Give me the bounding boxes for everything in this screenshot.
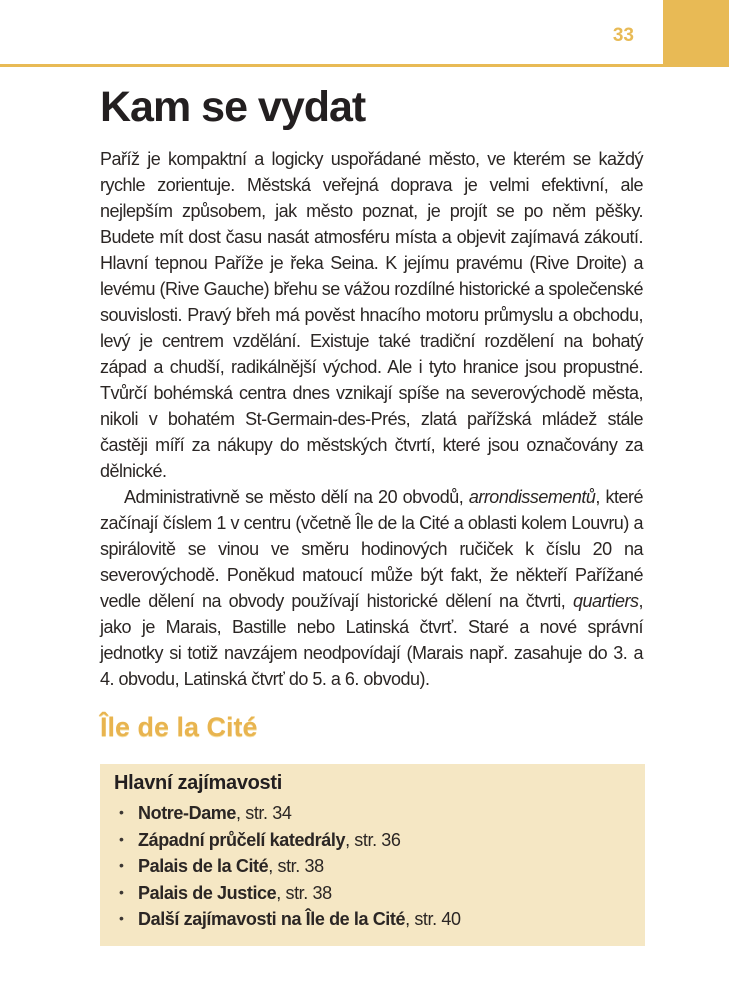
item-page-ref: , str. 36 [345,829,401,850]
bullet-icon: • [119,883,124,900]
page-number: 33 [612,25,634,46]
item-title: Západní průčelí katedrály [138,829,346,850]
highlights-box [100,764,645,946]
item-title: Palais de la Cité [138,856,269,876]
paragraph-2-segment-italic: quartiers [572,591,639,611]
bullet-icon: • [119,804,124,820]
item-page-ref: , str. 38 [268,856,324,876]
item-title: Notre-Dame [138,803,237,823]
item-title: Další zajímavosti na Île de la Cité [138,909,406,929]
paragraph-2 [100,484,643,692]
highlights-box-heading: Hlavní zajímavosti [114,772,282,794]
bullet-icon: • [119,830,124,847]
list-item [114,800,629,827]
list-item [114,827,629,854]
item-page-ref: , str. 34 [236,803,292,823]
paragraph-2-segment: , které začínají číslem 1 v centru (včetně Île de la Cité a oblasti kolem Louvru) a spirálovitě se vinou ve směru hodinových ručiček k číslu 20 na severovýchodě. Poněkud matoucí může být fakt, že někteří Pařížané vedle dělení na obvody používají historické dělení na čtvrti, [100,487,643,611]
paragraph-2-segment-italic: arrondissementů [468,487,596,507]
section-heading: Île de la Cité [100,712,258,742]
highlights-list [114,800,629,933]
paragraph-1: Paříž je kompaktní a logicky uspořádané město, ve kterém se každý rychle zorientuje. Městská veřejná doprava je velmi efektivní, ale nejlepším způsobem, jak město poznat, je projít se po něm pěšky. Budete mít dost času nasát atmosféru místa a objevit zajímavá zákoutí. Hlavní tepnou Paříže je řeka Seina. K jejímu pravému (Rive Droite) a levému (Rive Gauche) břehu se vážou rozdílné historické a společenské souvislosti. Pravý břeh má pověst hnacího motoru průmyslu a obchodu, levý je centrem vzdělání. Existuje také tradiční rozdělení na bohatý západ a chudší, radikálnější východ. Ale i tyto hranice jsou propustné. Tvůrčí bohémská centra dnes vznikají spíše na severovýchodě města, nikoli v bohatém St-Germain-des-Prés, zlatá pařížská mládež stále častěji míří za nákupy do městských čtvrtí, které jsou označovány za dělnické. [100,149,643,481]
item-page-ref: , str. 40 [405,909,461,929]
page-title: Kam se vydat [100,83,366,131]
list-item [114,880,629,907]
list-item [114,853,629,880]
page-content [100,0,643,946]
corner-accent-block [663,0,729,67]
item-title: Palais de Justice [138,882,277,903]
article-body [100,146,643,692]
paragraph-2-segment: , jako je Marais, Bastille nebo Latinská čtvrť. Staré a nové správní jednotky si totiž navzájem neodpovídají (Marais např. zasahuje do 3. a 4. obvodu, Latinská čtvrť do 5. a 6. obvodu). [100,591,643,689]
item-page-ref: , str. 38 [276,882,332,903]
list-item [114,906,629,933]
bullet-icon: • [119,857,124,873]
bullet-icon: • [119,910,124,926]
paragraph-2-segment: Administrativně se město dělí na 20 obvodů, [124,487,469,507]
